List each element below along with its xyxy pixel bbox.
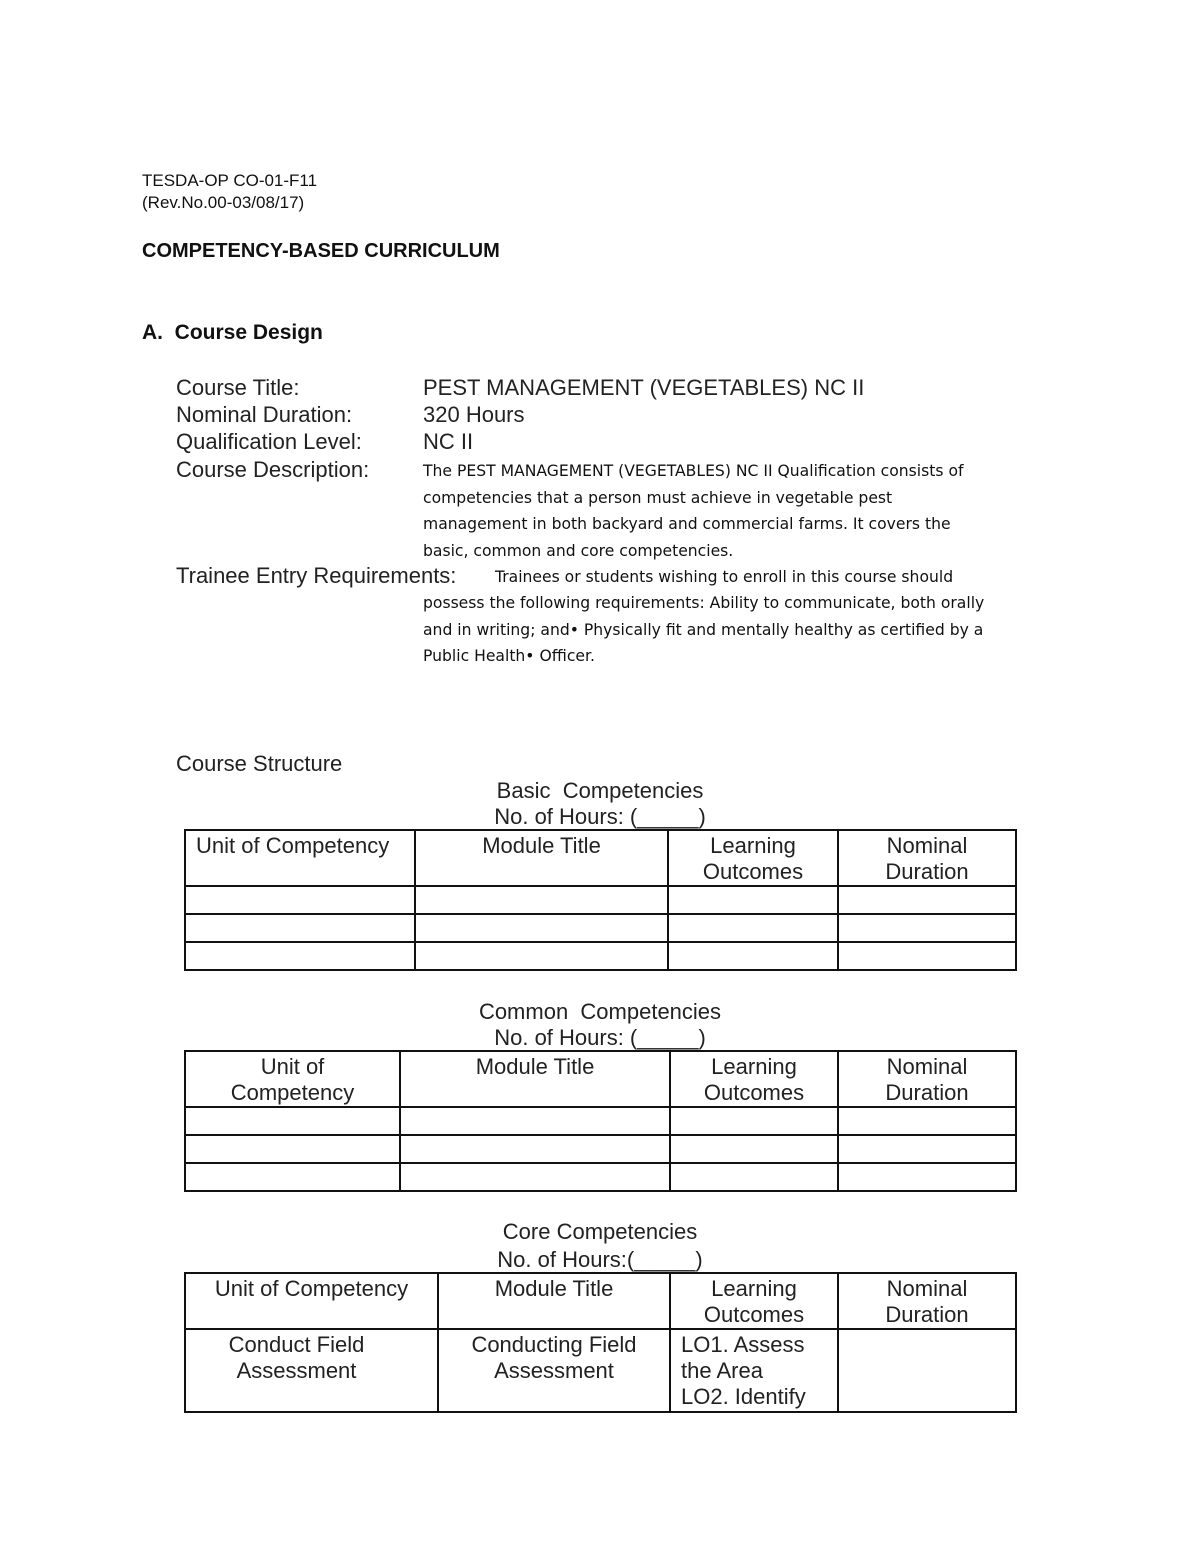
form-code: TESDA-OP CO-01-F11 (142, 171, 318, 190)
basic-competencies-table (184, 829, 1017, 971)
header-cell: Unit of Competency (185, 1051, 400, 1107)
table-header-row (185, 830, 1016, 886)
table-row (185, 914, 1016, 942)
unit-of-competency-cell: Conduct Field Assessment (185, 1329, 438, 1412)
course-description-text (423, 458, 1073, 564)
learning-outcomes-cell: LO1. Assess the Area LO2. Identify (670, 1329, 838, 1412)
basic-competencies-title: Basic Competencies (496, 778, 704, 803)
trainee-entry-text (423, 590, 1103, 670)
revision-number: (Rev.No.00-03/08/17) (142, 193, 305, 212)
header-cell: Nominal Duration (838, 1273, 1016, 1329)
common-hours: No. of Hours: (_____) (494, 1025, 706, 1050)
course-description-label: Course Description: (176, 457, 370, 482)
qualification-level-label: Qualification Level: (176, 429, 362, 454)
header-cell: Unit of Competency (185, 830, 415, 886)
course-structure-heading: Course Structure (176, 751, 343, 776)
description-line: basic, common and core competencies. (423, 541, 734, 560)
nominal-duration-value: 320 Hours (423, 402, 525, 427)
basic-hours: No. of Hours: (_____) (494, 804, 706, 829)
trainee-entry-line-first: Trainees or students wishing to enroll in this course should (495, 568, 954, 586)
header-cell: Unit of Competency (185, 1273, 438, 1329)
common-competencies-title: Common Competencies (478, 999, 722, 1024)
core-hours: No. of Hours:(_____) (497, 1247, 703, 1272)
table-row (185, 1135, 1016, 1163)
table-row (185, 886, 1016, 914)
header-cell: Module Title (400, 1051, 670, 1107)
requirement-line: Public Health• Officer. (423, 647, 595, 665)
nominal-duration-cell (838, 1329, 1016, 1412)
requirement-line: and in writing; and• Physically fit and mentally healthy as certified by a (423, 620, 984, 639)
header-cell: Module Title (438, 1273, 670, 1329)
header-cell: Learning Outcomes (670, 1051, 838, 1107)
description-line: The PEST MANAGEMENT (VEGETABLES) NC II Qualification consists of (423, 462, 964, 480)
description-line: management in both backyard and commercial farms. It covers the (423, 515, 951, 533)
table-header-row (185, 1273, 1016, 1329)
header-cell: Learning Outcomes (670, 1273, 838, 1329)
table-row (185, 1107, 1016, 1135)
requirement-line: possess the following requirements: Ability to communicate, both orally (423, 594, 985, 612)
module-title-cell: Conducting Field Assessment (438, 1329, 670, 1412)
header-cell: Nominal Duration (838, 830, 1016, 886)
common-competencies-table (184, 1050, 1017, 1192)
table-row (185, 942, 1016, 970)
nominal-duration-label: Nominal Duration: (176, 402, 353, 427)
header-cell: Nominal Duration (838, 1051, 1016, 1107)
section-heading-course-design: A. Course Design (142, 321, 323, 344)
header-cell: Module Title (415, 830, 668, 886)
core-competencies-table (184, 1272, 1017, 1413)
table-header-row (185, 1051, 1016, 1107)
course-title-value: PEST MANAGEMENT (VEGETABLES) NC II (423, 375, 865, 400)
course-title-label: Course Title: (176, 375, 300, 400)
qualification-level-value: NC II (423, 429, 474, 454)
document-title: COMPETENCY-BASED CURRICULUM (142, 240, 500, 262)
table-row (185, 1329, 1016, 1412)
header-cell: Learning Outcomes (668, 830, 838, 886)
trainee-entry-label: Trainee Entry Requirements: (176, 563, 457, 588)
table-row (185, 1163, 1016, 1191)
core-competencies-title: Core Competencies (502, 1219, 698, 1244)
description-line: competencies that a person must achieve in vegetable pest (423, 488, 893, 507)
